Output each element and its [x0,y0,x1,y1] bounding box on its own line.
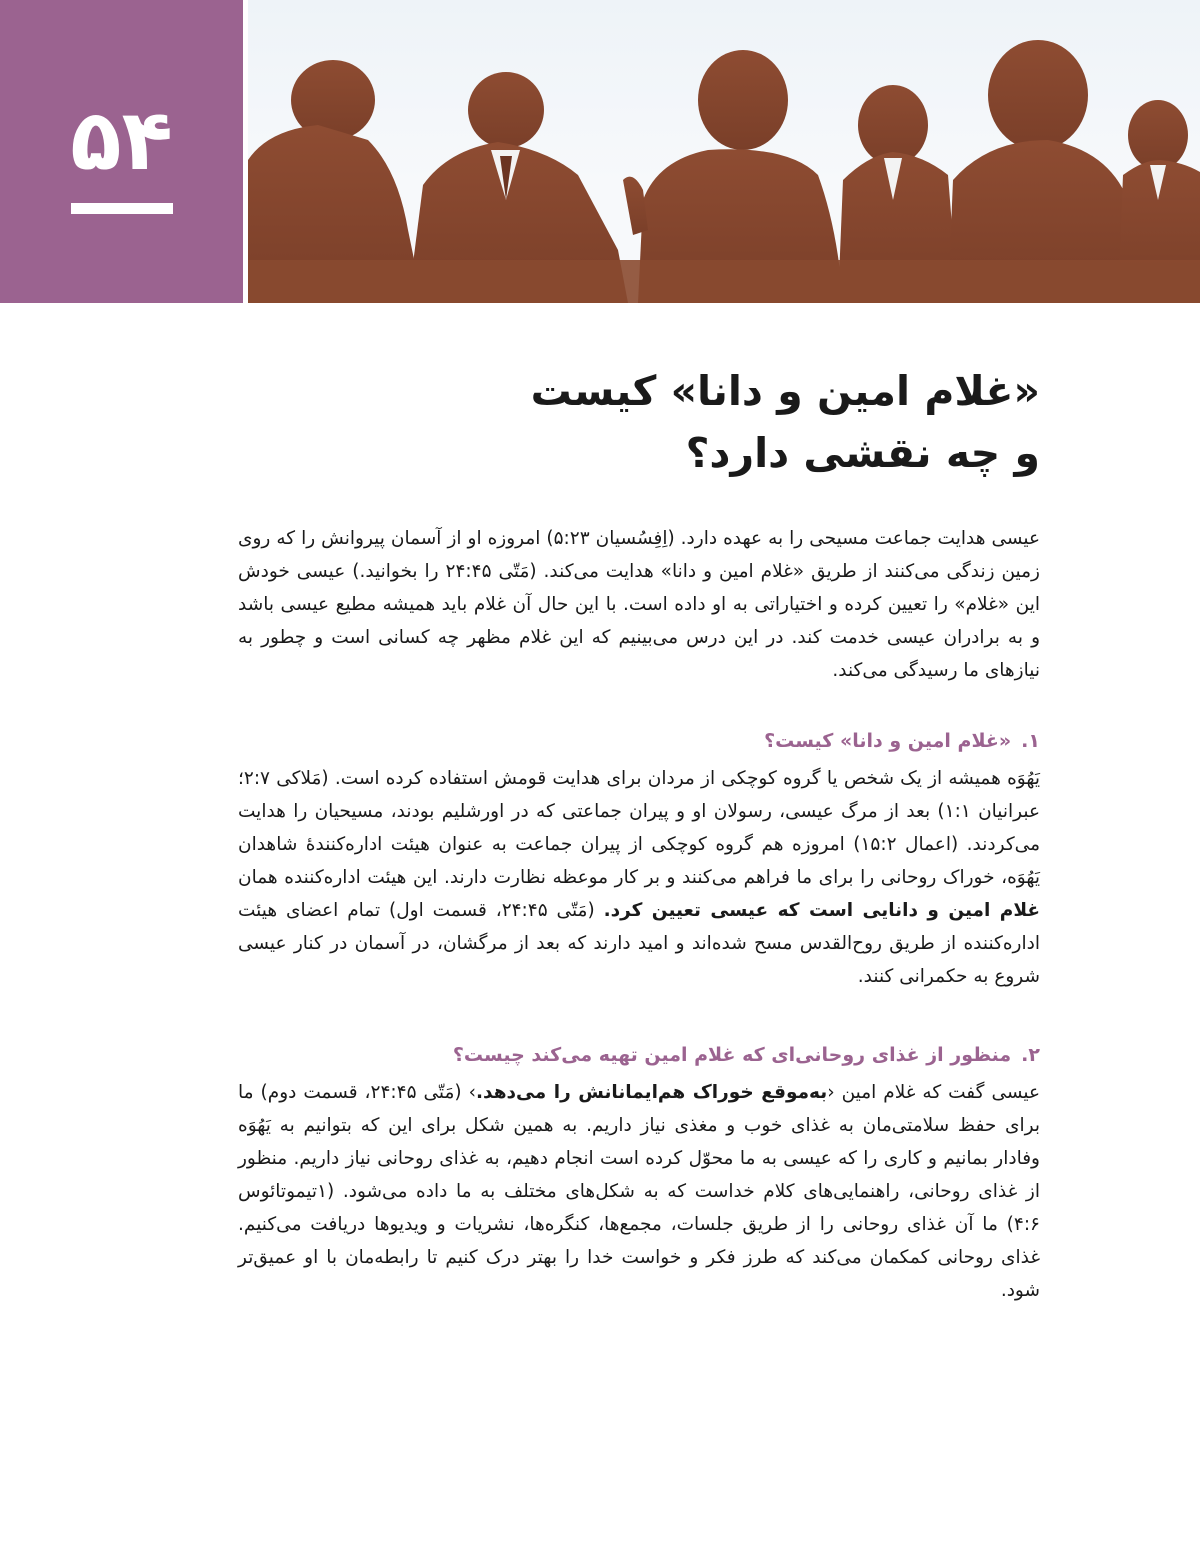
lesson-title [238,360,1040,484]
section-heading-text: «غلام امین و دانا» کیست؟ [764,730,1012,752]
section-body [238,762,1040,993]
body-text: عیسی گفت که غلام امین ‹ [827,1082,1040,1103]
table [248,260,1200,303]
body-text: یَهُوَه همیشه از یک شخص یا گروه کوچکی از مردان برای هدایت قومش استفاده کرده است. (مَلاکی ۲:۷؛ عبرانیان ۱:۱) بعد از مرگ عیسی، رسولان او و پیران جماعتی که در اورشلیم بودند، مسیحیان را هدایت می‌کردند. (اعمال ۱۵:۲) امروزه هم گروه کوچکی از پیران جماعت به عنوان هیئت اداره‌کنندهٔ شاهدان یَهُوَه، خوراک روحانی را برای ما فراهم می‌کنند و بر کار موعظه نظارت دارند. این هیئت اداره‌کننده همان [238,768,1040,888]
body-bold-text: غلام امین و دانایی است که عیسی تعیین کرد. [603,900,1040,921]
intro-paragraph: عیسی هدایت جماعت مسیحی را به عهده دارد. (اِفِسُسیان ۵:۲۳) امروزه او از آسمان پیروانش را که روی زمین زندگی می‌کنند از طریق «غلام امین و دانا» هدایت می‌کند. (مَتّی ۲۴:۴۵ را بخوانید.) عیسی خودش این «غلام» را تعیین کرده و اختیاراتی به او داده است. با این حال آن غلام باید همیشه مطیع عیسی باشد و به برادران عیسی خدمت کند. در این درس می‌بینیم که این غلام مظهر چه کسانی است و چطور به نیازهای ما رسیدگی می‌کند. [238,528,1040,681]
section-heading [238,726,1040,756]
header-illustration [248,0,1200,303]
section-2 [238,1040,1040,1307]
section-heading-text: منظور از غذای روحانی‌ای که غلام امین تهیه می‌کند چیست؟ [452,1044,1012,1066]
page-header [0,0,1200,303]
section-1 [238,726,1040,993]
governing-body-silhouettes-image [248,0,1200,303]
lesson-number-box [0,0,243,303]
title-line-2: و چه نقشی دارد؟ [685,429,1040,477]
lesson-number-underline [71,203,173,214]
section-heading [238,1040,1040,1070]
section-body [238,1076,1040,1307]
section-number: ۱. [1021,730,1040,752]
body-text: (مَتّی ۲۴:۴۵، قسمت اول) تمام اعضای هیئت اداره‌کننده از طریق روح‌القدس مسح شده‌اند و امید دارند که بعد از مرگشان، در آسمان در کنار عیسی شروع به حکمرانی کنند. [238,900,1040,987]
title-line-1: «غلام امین و دانا» کیست [530,367,1040,415]
body-text: › (مَتّی ۲۴:۴۵، قسمت دوم) ما برای حفظ سلامتی‌مان به غذای خوب و مغذی نیاز داریم. به همین شکل برای این که بتوانیم به یَهُوَه وفادار بمانیم و کاری را که عیسی به ما محوّل کرده است انجام دهیم، به غذای روحانی نیاز داریم. منظور از غذای روحانی، راهنمایی‌های کلام خداست که به شکل‌های مختلف به ما داده می‌شود. (۱تیموتائوس ۴:۶) ما آن غذای روحانی را از طریق جلسات، مجمع‌ها، کنگره‌ها، نشریات و ویدیوها دریافت می‌کنیم. غذای روحانی کمکمان می‌کند که طرز فکر و خواست خدا را بهتر درک کنیم تا رابطه‌مان با او عمیق‌تر شود. [238,1082,1040,1301]
lesson-number: ۵۴ [70,91,173,189]
body-bold-text: به‌موقع خوراک هم‌ایمانانش را می‌دهد. [476,1082,828,1103]
section-number: ۲. [1021,1044,1040,1066]
